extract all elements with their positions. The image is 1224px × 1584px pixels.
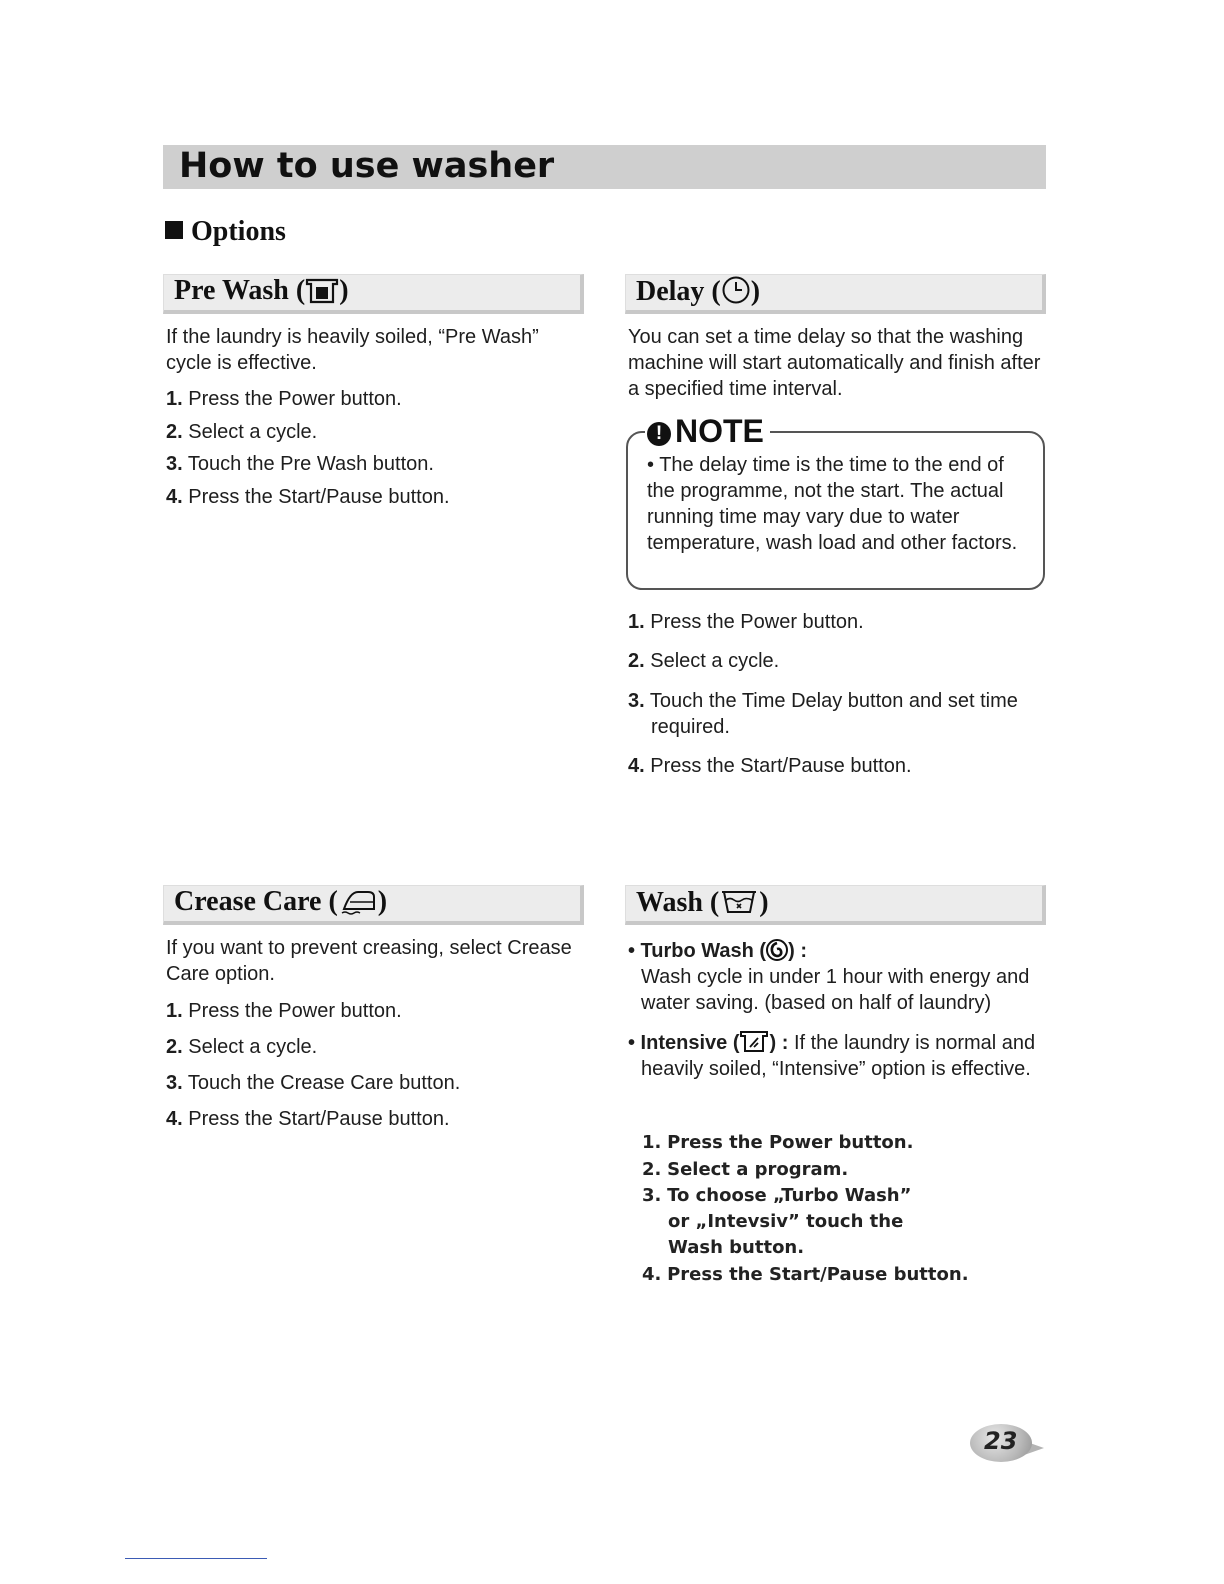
intensive-text: If the laundry is normal and heavily soiled, “Intensive” option is effective. <box>641 1032 1036 1080</box>
delay-section-header <box>625 274 1046 314</box>
page-number: 23 <box>984 1427 1018 1455</box>
page-title: How to use washer <box>179 146 555 186</box>
crease-step-2: 2. Select a cycle. <box>166 1036 318 1058</box>
wash-title-close: ) <box>759 887 769 918</box>
wash-step-4: 4. Press the Start/Pause button. <box>642 1264 969 1285</box>
prewash-step-2: 2. Select a cycle. <box>166 421 318 443</box>
turbo-wash-text: Wash cycle in under 1 hour with energy and water saving. (based on half of laundry) <box>641 966 1030 1014</box>
crease-step-1: 1. Press the Power button. <box>166 1000 402 1022</box>
turbo-wash-block: • Turbo Wash ( ) : Wash cycle in under 1 hour with energy and water saving. (based on half of laundry) <box>628 938 1043 1016</box>
bottom-divider <box>125 1558 267 1559</box>
prewash-title-close: ) <box>339 275 349 306</box>
options-heading-label: Options <box>191 216 286 247</box>
info-icon: ! <box>647 422 671 446</box>
prewash-intro: If the laundry is heavily soiled, “Pre Wash” cycle is effective. <box>166 326 539 374</box>
prewash-icon <box>305 276 339 304</box>
intensive-icon <box>739 1029 769 1053</box>
crease-step-4: 4. Press the Start/Pause button. <box>166 1108 450 1130</box>
intensive-label: • Intensive ( <box>628 1032 740 1054</box>
delay-step-4: 4. Press the Start/Pause button. <box>628 755 912 777</box>
note-label: ! NOTE <box>645 413 770 450</box>
wash-step-1: 1. Press the Power button. <box>642 1132 914 1153</box>
delay-step-1: 1. Press the Power button. <box>628 611 864 633</box>
prewash-title: Pre Wash ( <box>174 275 306 306</box>
crease-title-close: ) <box>377 886 388 917</box>
wash-title: Wash ( <box>636 887 720 918</box>
iron-icon <box>338 887 378 915</box>
note-text: • The delay time is the time to the end of the programme, not the start. The actual running time may vary due to water temperature, wash load and other factors. <box>647 454 1018 554</box>
clock-icon <box>721 275 751 305</box>
crease-intro: If you want to prevent creasing, select Crease Care option. <box>166 937 572 985</box>
delay-step-3: 3. Touch the Time Delay button and set time required. <box>628 690 1018 738</box>
crease-step-3: 3. Touch the Crease Care button. <box>166 1072 461 1094</box>
delay-title: Delay ( <box>636 276 721 307</box>
page-number-badge <box>970 1424 1032 1462</box>
options-heading <box>165 216 286 248</box>
turbo-wash-icon <box>766 939 788 961</box>
crease-section-header <box>163 885 584 925</box>
wash-step-3: 3. To choose „Turbo Wash” or „Intevsiv” touch the Wash button. <box>642 1185 912 1258</box>
intensive-block: • Intensive ( ) : If the laundry is normal and heavily soiled, “Intensive” option is effective. <box>628 1029 1043 1082</box>
wash-tub-icon <box>719 886 759 916</box>
delay-intro: You can set a time delay so that the washing machine will start automatically and finish after a specified time interval. <box>628 326 1041 400</box>
prewash-step-4: 4. Press the Start/Pause button. <box>166 486 450 508</box>
delay-step-2: 2. Select a cycle. <box>628 650 780 672</box>
wash-section-header <box>625 885 1046 925</box>
delay-title-close: ) <box>750 276 761 307</box>
square-bullet-icon <box>165 221 183 239</box>
prewash-step-1: 1. Press the Power button. <box>166 388 402 410</box>
crease-title: Crease Care ( <box>174 886 338 917</box>
prewash-section-header <box>163 274 584 314</box>
wash-step-2: 2. Select a program. <box>642 1159 849 1180</box>
page-header <box>163 145 1046 189</box>
prewash-step-3: 3. Touch the Pre Wash button. <box>166 453 434 475</box>
turbo-wash-label: • Turbo Wash ( <box>628 940 767 962</box>
